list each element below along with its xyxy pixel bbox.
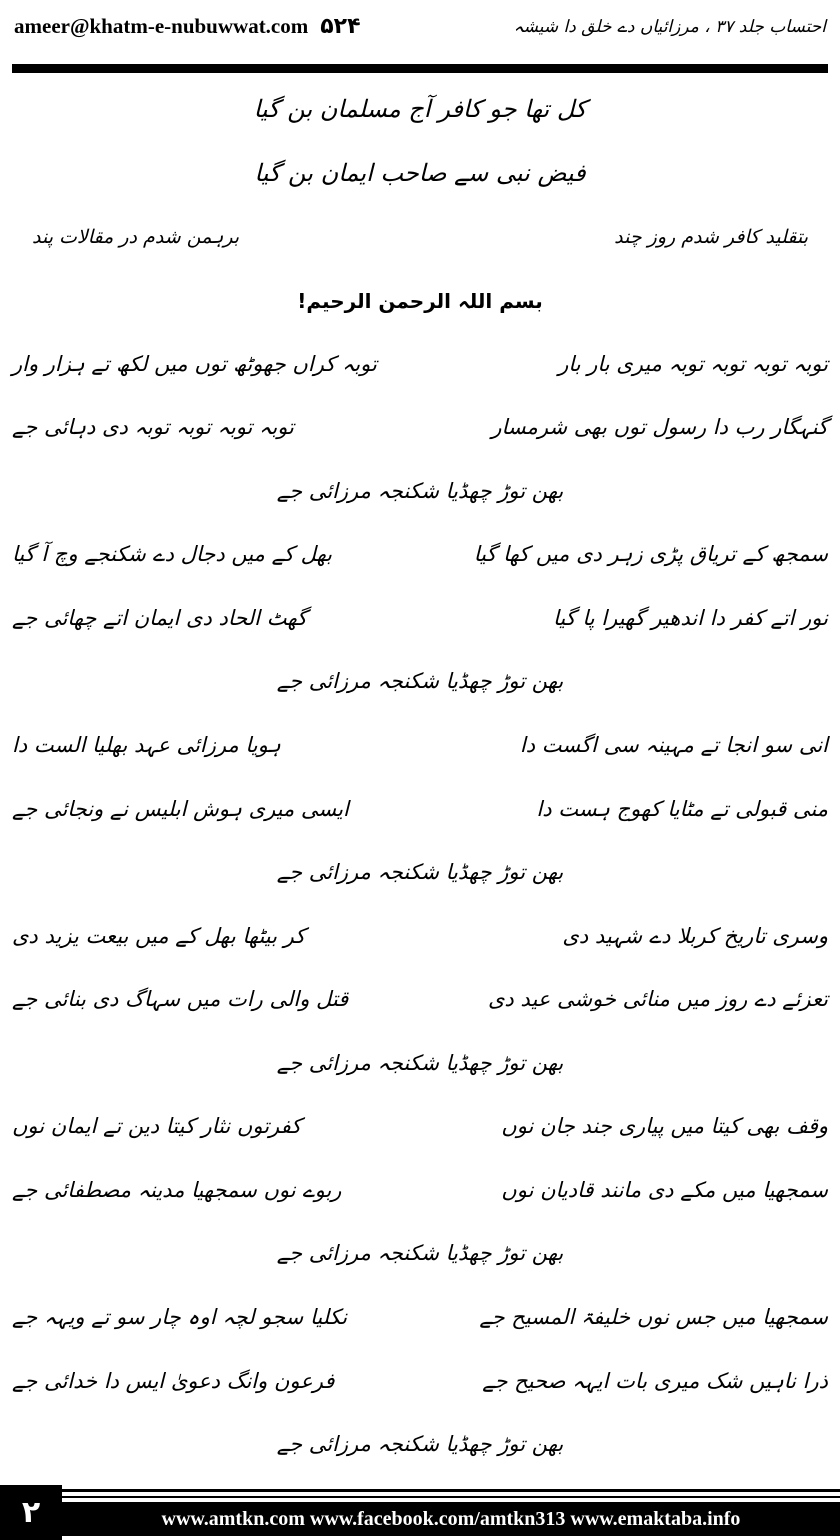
hemistich-left: گھٹ الحاد دی ایمان اتے چھائی جے — [12, 605, 307, 630]
opening-line: کل تھا جو کافر آج مسلمان بن گیا — [253, 95, 587, 124]
couplet-line — [12, 906, 828, 966]
header-email: ameer@khatm-e-nubuwwat.com — [14, 13, 309, 38]
hemistich-left: ایسی میری ہوش ابلیس نے ونجائی جے — [12, 796, 349, 821]
footer-rule — [62, 1489, 840, 1492]
couplet-line — [12, 525, 828, 585]
hemistich-left: نکلیا سجو لچہ اوہ چار سو تے ویہہ جے — [12, 1305, 348, 1330]
bismillah: بسم اللہ الرحمن الرحیم! — [297, 288, 543, 313]
footer-links: www.amtkn.com www.facebook.com/amtkn313 www.emaktaba.info — [62, 1502, 840, 1536]
hemistich-right: سمجھیا میں مکے دی مانند قادیان نوں — [501, 1177, 828, 1202]
hemistich-right: وسری تاریخ کربلا دے شہید دی — [562, 923, 828, 948]
hemistich-left: بھل کے میں دجال دے شکنجے وچ آ گیا — [12, 542, 333, 567]
hemistich-left: فرعون وانگ دعویٰ ایس دا خدائی جے — [12, 1368, 335, 1393]
opening-line: فیض نبی سے صاحب ایمان بن گیا — [254, 158, 586, 187]
header-page-number: ۵۲۴ — [320, 13, 361, 39]
hemistich-left: ہویا مرزائی عہد بھلیا الست دا — [12, 732, 281, 757]
hemistich-left: کر بیٹھا بھل کے میں بیعت یزید دی — [12, 923, 306, 948]
header-rule — [12, 64, 828, 73]
couplet-line — [12, 970, 828, 1030]
couplet-line — [12, 589, 828, 649]
hemistich-left: توبہ کراں جھوٹھ توں میں لکھ تے ہزار وار — [12, 351, 377, 376]
hemistich-right: گنہگار رب دا رسول توں بھی شرمسار — [491, 415, 828, 440]
refrain-line: بھن توڑ چھڈیا شکنجہ مرزائی جے — [276, 1050, 564, 1075]
persian-couplet — [12, 207, 828, 267]
couplet-line — [12, 1288, 828, 1348]
hemistich-right: وقف بھی کیتا میں پیاری جند جان نوں — [501, 1114, 828, 1139]
refrain-line: بھن توڑ چھڈیا شکنجہ مرزائی جے — [276, 669, 564, 694]
hemistich-left: قتل والی رات میں سہاگ دی بنائی جے — [12, 987, 349, 1012]
couplet-line — [12, 1161, 828, 1221]
refrain-line: بھن توڑ چھڈیا شکنجہ مرزائی جے — [276, 1241, 564, 1266]
hemistich-right: سمجھ کے تریاق پڑی زہر دی میں کھا گیا — [473, 542, 828, 567]
hemistich-right: نور اتے کفر دا اندھیر گھیرا پا گیا — [552, 605, 828, 630]
couplet-line — [12, 398, 828, 458]
hemistich-left: کفرتوں نثار کیتا دین تے ایمان نوں — [12, 1114, 302, 1139]
couplet-line — [12, 1097, 828, 1157]
poem-body — [12, 80, 828, 1475]
hemistich-right: منی قبولی تے مٹایا کھوج ہست دا — [536, 796, 828, 821]
hemistich-right: انی سو انجا تے مہینہ سی اگست دا — [519, 732, 828, 757]
footer-page-number: ۲ — [0, 1485, 62, 1540]
hemistich-right: تعزئے دے روز میں منائی خوشی عید دی — [487, 987, 828, 1012]
refrain-line: بھن توڑ چھڈیا شکنجہ مرزائی جے — [276, 478, 564, 503]
couplet-line — [12, 716, 828, 776]
footer-rule — [62, 1496, 840, 1498]
hemistich-left: برہمن شدم در مقالات پند — [32, 225, 240, 248]
page-header — [14, 6, 826, 46]
hemistich-left: ربوے نوں سمجھیا مدینہ مصطفائی جے — [12, 1177, 342, 1202]
refrain-line: بھن توڑ چھڈیا شکنجہ مرزائی جے — [276, 1432, 564, 1457]
couplet-line — [12, 334, 828, 394]
refrain-line: بھن توڑ چھڈیا شکنجہ مرزائی جے — [276, 860, 564, 885]
couplet-line — [12, 1351, 828, 1411]
hemistich-left: توبہ توبہ توبہ توبہ دی دہائی جے — [12, 415, 294, 440]
couplet-line — [12, 779, 828, 839]
hemistich-right: سمجھیا میں جس نوں خلیفۃ المسیح جے — [479, 1305, 828, 1330]
hemistich-right: بتقلید کافر شدم روز چند — [614, 225, 808, 248]
hemistich-right: ذرا ناہیں شک میری بات ایہہ صحیح جے — [482, 1368, 828, 1393]
hemistich-right: توبہ توبہ توبہ توبہ میری بار بار — [558, 351, 828, 376]
header-book-title: احتساب جلد ۳۷ ، مرزائیاں دے خلق دا شیشہ — [513, 16, 826, 37]
